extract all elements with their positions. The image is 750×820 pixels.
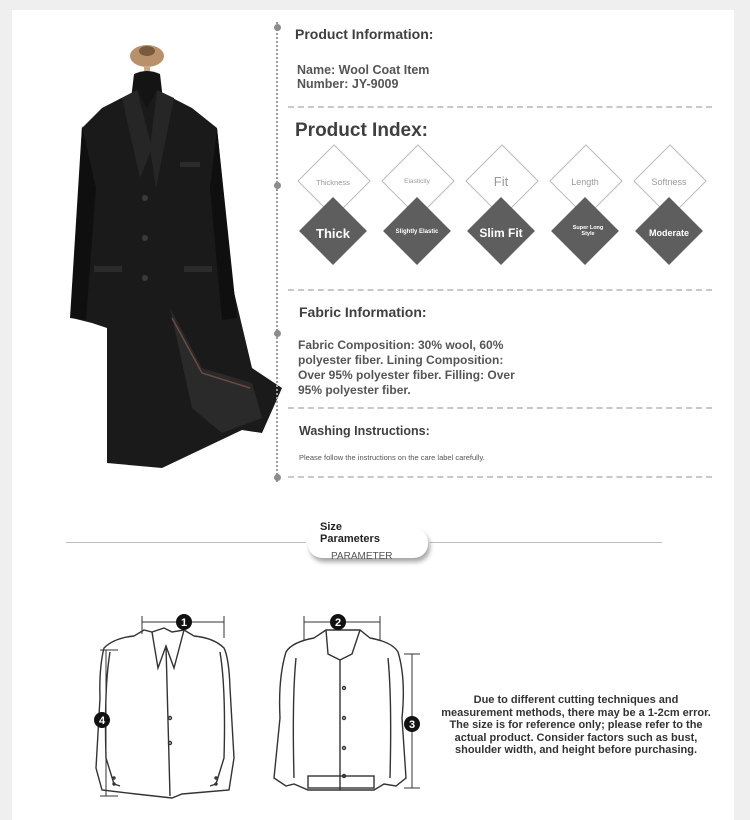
size-header-line-left [66, 542, 306, 543]
index-value-thick: Thick [316, 226, 350, 241]
section-timeline [276, 22, 278, 482]
note-line-3: The size is for reference only; please refer to the [449, 719, 703, 731]
note-line-2: measurement methods, there may be a 1-2cm error. [441, 706, 711, 719]
index-value-elastic: Slightly Elastic [395, 229, 439, 235]
index-value-fit: Slim Fit [479, 226, 523, 240]
fabric-line-3: Over 95% polyester fiber. Filling: Over [298, 368, 515, 382]
index-label-length: Length [571, 177, 599, 187]
jacket-front-diagram [74, 608, 254, 808]
divider [288, 289, 712, 291]
fabric-line-1: Fabric Composition: 30% wool, 60% [298, 338, 504, 352]
product-info-heading: Product Information: [295, 26, 434, 42]
washing-heading: Washing Instructions: [299, 424, 430, 438]
index-label-softness: Softness [651, 177, 687, 187]
note-line-1: Due to different cutting techniques and [473, 694, 679, 706]
size-title-line1: Size [320, 521, 343, 533]
note-line-5: shoulder width, and height before purchasing. [454, 744, 697, 756]
size-title-line2: Parameters [320, 533, 380, 545]
coat-product-image [52, 38, 292, 488]
fabric-line-2: polyester fiber. Lining Composition: [298, 353, 504, 367]
product-detail-page [12, 10, 734, 820]
product-name: Name: Wool Coat Item [297, 63, 430, 77]
timeline-dot [274, 330, 281, 337]
size-subtitle: PARAMETER [331, 551, 393, 562]
timeline-dot [274, 24, 281, 31]
index-label-elasticity: Elasticity [404, 178, 430, 185]
timeline-dot [274, 474, 281, 481]
index-value-length: Super Long Style [572, 225, 604, 237]
divider [288, 407, 712, 409]
product-number: Number: JY-9009 [297, 77, 399, 91]
marker-1: 1 [180, 617, 188, 629]
jacket-back-diagram [252, 608, 432, 808]
fabric-line-4: 95% polyester fiber. [298, 383, 411, 397]
index-value-softness: Moderate [648, 228, 689, 238]
coat-illustration [52, 38, 292, 488]
index-label-fit: Fit [493, 174, 509, 189]
note-line-4: actual product. Consider factors such as bust, [454, 731, 698, 744]
fabric-info-heading: Fabric Information: [299, 304, 427, 320]
divider [288, 106, 712, 108]
product-index-heading: Product Index: [295, 120, 429, 141]
timeline-dot [274, 182, 281, 189]
size-disclaimer [426, 694, 726, 757]
marker-2: 2 [334, 617, 342, 629]
marker-4: 4 [98, 715, 106, 727]
divider [288, 476, 712, 478]
washing-text: Please follow the instructions on the care label carefully. [299, 453, 485, 462]
index-label-thickness: Thickness [316, 178, 350, 187]
size-header-line-right [430, 542, 662, 543]
marker-3: 3 [408, 719, 416, 731]
